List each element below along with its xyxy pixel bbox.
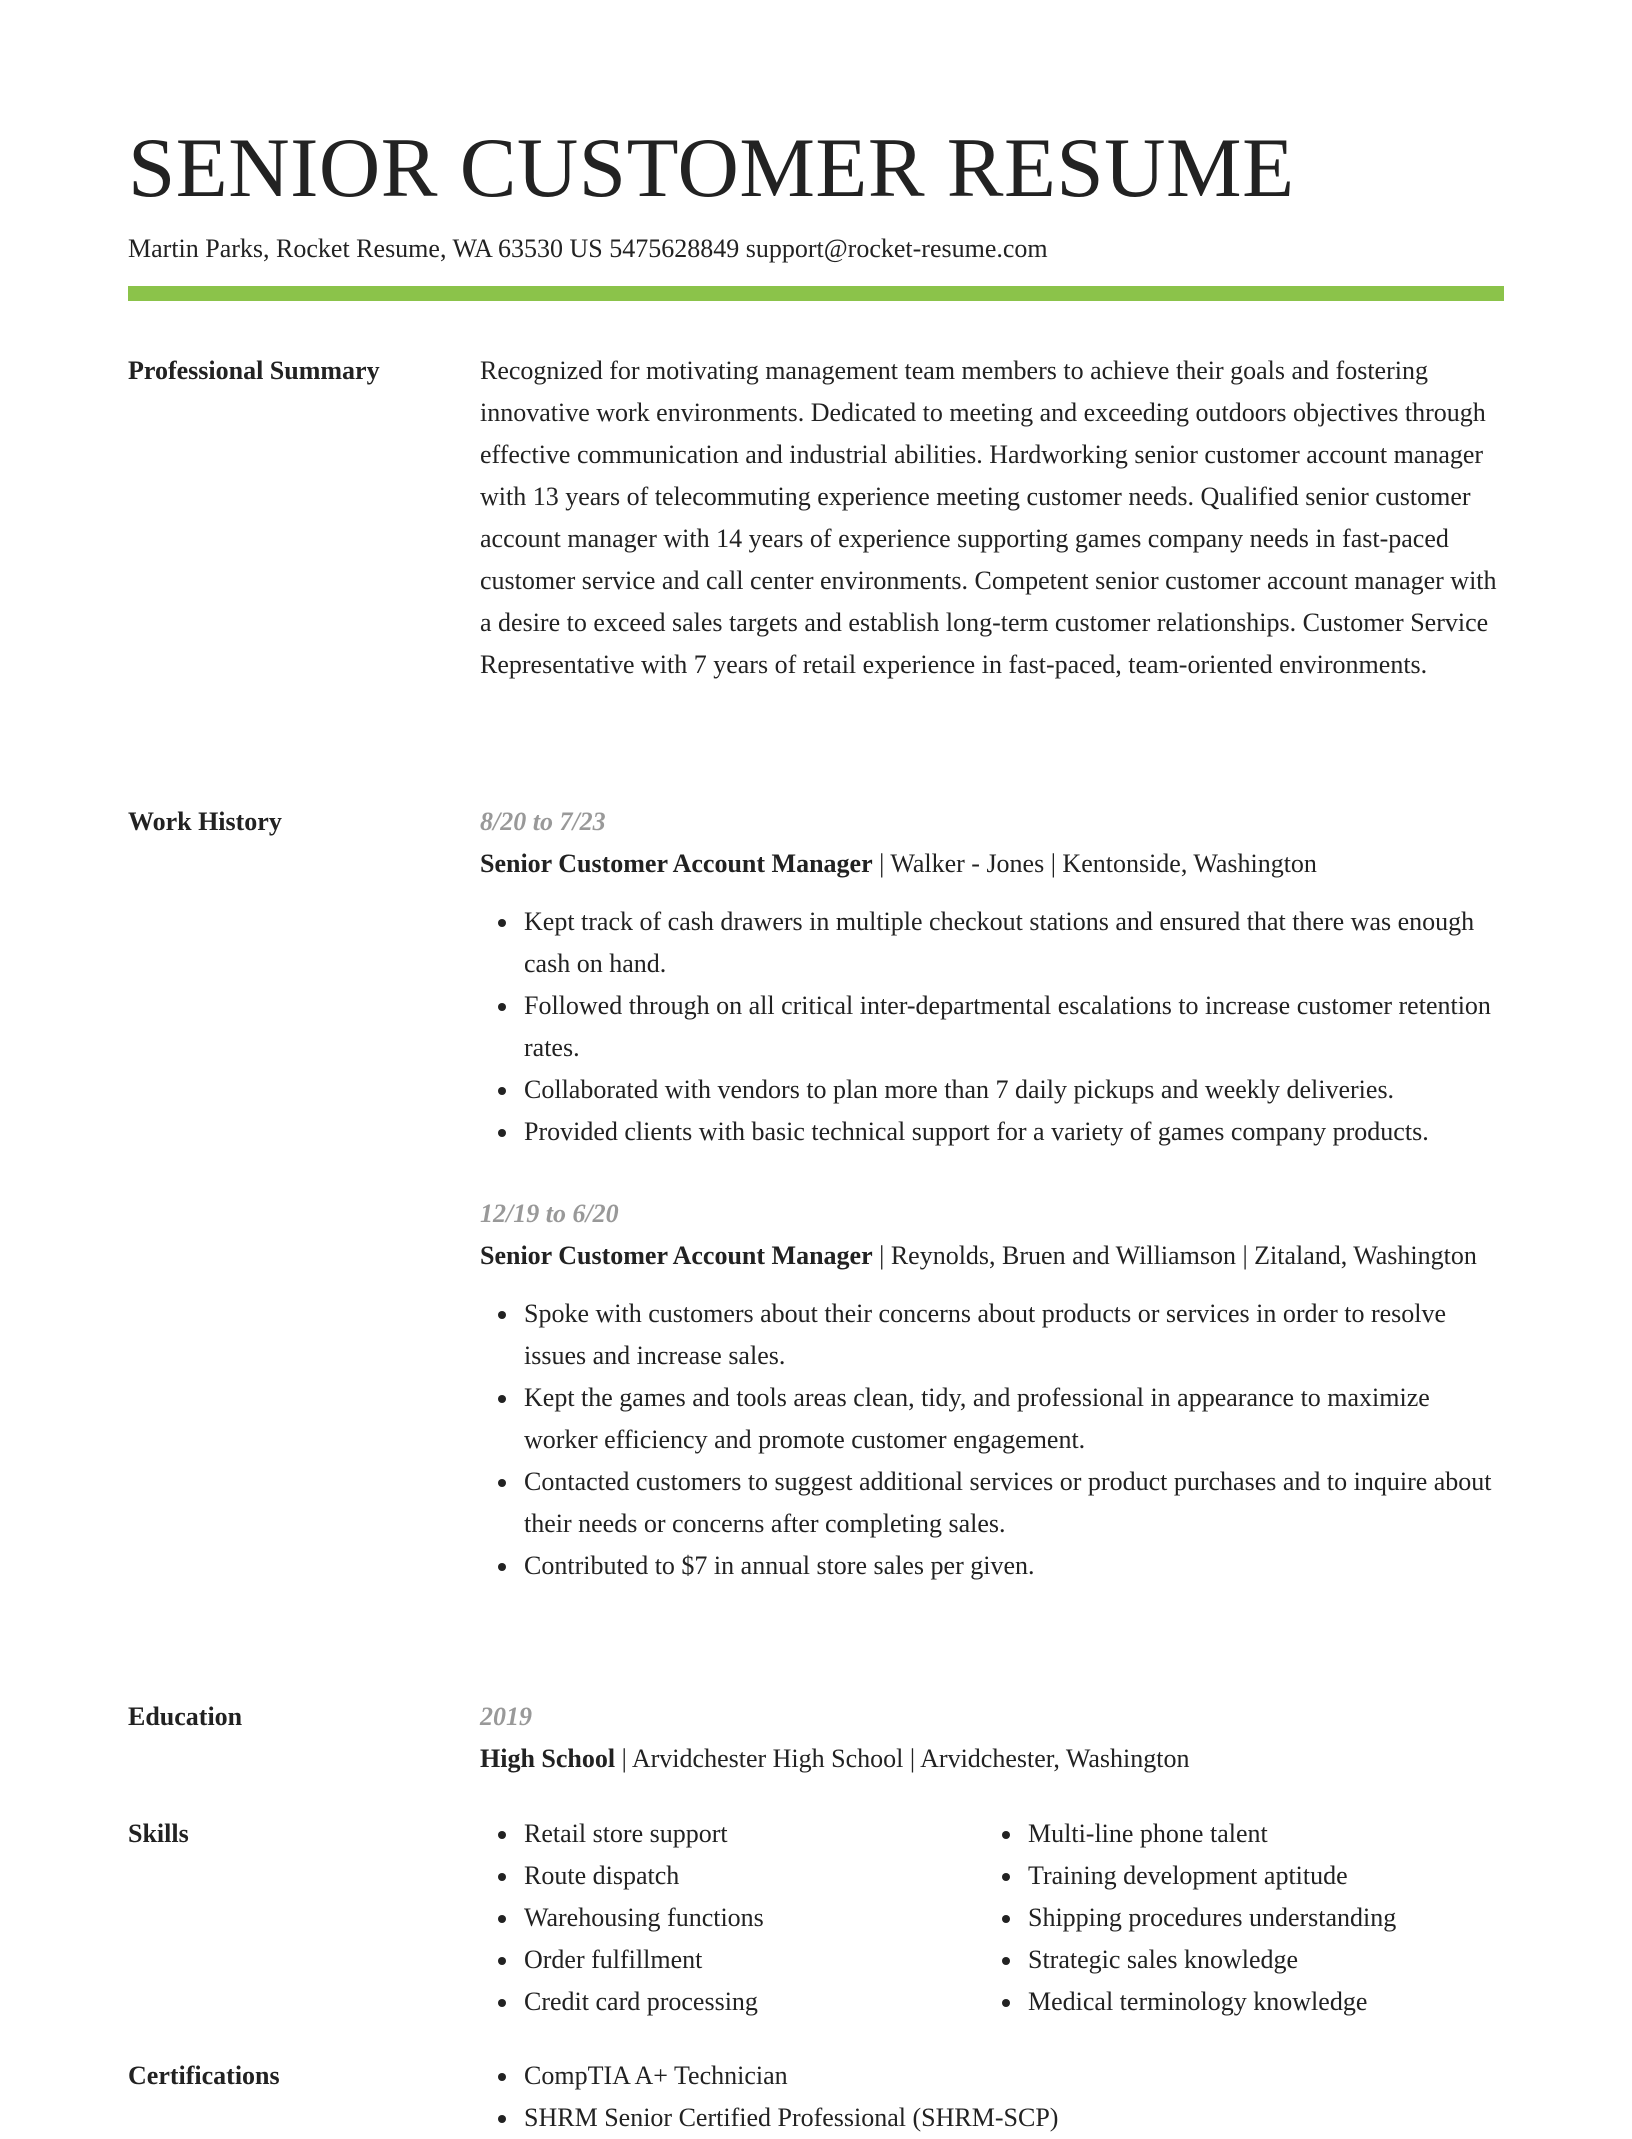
job-bullet-list [480,1293,1504,1587]
skill-item: Credit card processing [524,1981,980,2023]
education-date: 2019 [480,1702,532,1731]
contact-line: Martin Parks, Rocket Resume, WA 63530 US 5475628849 support@rocket-resume.com [128,234,1048,263]
skill-item: Warehousing functions [524,1897,980,1939]
skill-item: Multi-line phone talent [1028,1813,1484,1855]
education-details: | Arvidchester High School | Arvidchester, Washington [615,1744,1190,1773]
work-history-content [480,801,1504,1587]
job-title-line [480,843,1504,885]
job-title: Senior Customer Account Manager [480,1241,873,1270]
skill-item: Route dispatch [524,1855,980,1897]
job-bullet: Contacted customers to suggest additional services or product purchases and to inquire about their needs or concerns after completing sales. [524,1461,1504,1545]
job-bullet: Kept track of cash drawers in multiple checkout stations and ensured that there was enough cash on hand. [524,901,1504,985]
certifications-list [480,2055,1504,2139]
summary-label: Professional Summary [128,356,380,385]
education-line [480,1738,1504,1780]
summary-text: Recognized for motivating management team members to achieve their goals and fostering innovative work environments. Dedicated to meeting and exceeding outdoors objectives through effective communication and industrial abilities. Hardworking senior customer account manager with 13 years of telecommuting experience meeting customer needs. Qualified senior customer account manager with 14 years of experience supporting games company needs in fast-paced customer service and call center environments. Competent senior customer account manager with a desire to exceed sales targets and establish long-term customer relationships. Customer Service Representative with 7 years of retail experience in fast-paced, team-oriented environments. [480,356,1497,679]
summary-content [480,350,1504,686]
job-date: 12/19 to 6/20 [480,1199,619,1228]
job-title: Senior Customer Account Manager [480,849,873,878]
skill-item: Retail store support [524,1813,980,1855]
job-title-line [480,1235,1504,1277]
resume-title: SENIOR CUSTOMER RESUME [128,121,1295,215]
skills-content [480,1813,1504,2023]
certification-item: CompTIA A+ Technician [524,2055,1504,2097]
job-date: 8/20 to 7/23 [480,807,606,836]
skill-item: Shipping procedures understanding [1028,1897,1484,1939]
certifications-label: Certifications [128,2061,280,2090]
skill-item: Strategic sales knowledge [1028,1939,1484,1981]
job-details: | Reynolds, Bruen and Williamson | Zitaland, Washington [872,1241,1477,1270]
job-bullet: Contributed to $7 in annual store sales per given. [524,1545,1504,1587]
job-bullet-list [480,901,1504,1153]
skills-columns [480,1813,1504,2023]
job-bullet: Collaborated with vendors to plan more than 7 daily pickups and weekly deliveries. [524,1069,1504,1111]
work-history-label: Work History [128,807,282,836]
education-degree: High School [480,1744,616,1773]
header-divider [128,286,1504,301]
skills-column-left [480,1813,980,2023]
skills-list-right [984,1813,1484,2023]
skill-item: Order fulfillment [524,1939,980,1981]
job-bullet: Spoke with customers about their concerns about products or services in order to resolve issues and increase sales. [524,1293,1504,1377]
job-bullet: Kept the games and tools areas clean, tidy, and professional in appearance to maximize worker efficiency and promote customer engagement. [524,1377,1504,1461]
education-label: Education [128,1702,243,1731]
job-bullet: Provided clients with basic technical support for a variety of games company products. [524,1111,1504,1153]
skill-item: Medical terminology knowledge [1028,1981,1484,2023]
job-entry [480,1193,1504,1587]
job-details: | Walker - Jones | Kentonside, Washington [872,849,1317,878]
skills-label: Skills [128,1819,189,1848]
skill-item: Training development aptitude [1028,1855,1484,1897]
skills-column-right [984,1813,1484,2023]
job-entry [480,801,1504,1153]
certification-item: SHRM Senior Certified Professional (SHRM-SCP) [524,2097,1504,2139]
certifications-content [480,2055,1504,2139]
job-bullet: Followed through on all critical inter-departmental escalations to increase customer retention rates. [524,985,1504,1069]
skills-list-left [480,1813,980,2023]
education-content [480,1696,1504,1780]
